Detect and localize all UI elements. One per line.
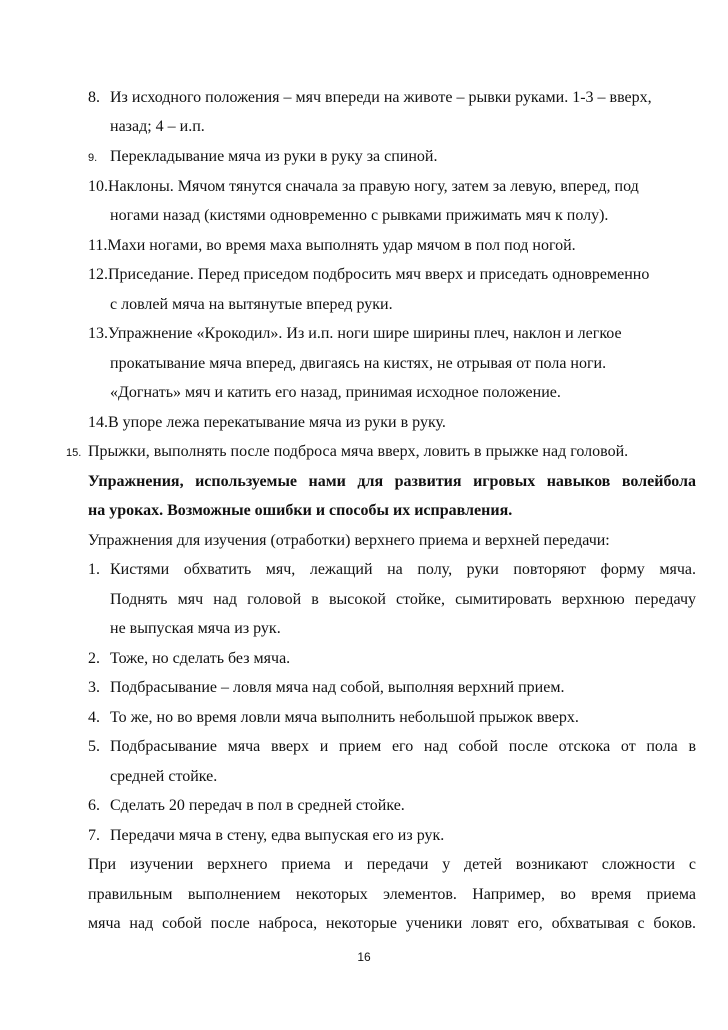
list-item-continuation: средней стойке.: [110, 768, 218, 785]
list-item: [88, 413, 446, 433]
list-item: [66, 442, 628, 463]
list-item-number: 9.: [88, 152, 98, 164]
list-item-number: 15.: [66, 447, 82, 459]
list-item-number: 11.: [88, 237, 108, 254]
list-item-text: Перекладывание мяча из руки в руку за спиной.: [110, 148, 438, 165]
list-item-continuation: ногами назад (кистями одновременно с рывками прижимать мяч к полу).: [110, 207, 609, 224]
paragraph-line: При изучении верхнего приема и передачи у детей возникают сложности с: [88, 856, 696, 873]
list-item-text: Тоже, но сделать без мяча.: [110, 650, 291, 667]
list-item-text: Передачи мяча в стену, едва выпуская его из рук.: [110, 827, 445, 844]
list-item-text: Подбрасывание мяча вверх и прием его над собой после отскока от пола в: [110, 738, 696, 755]
list-item-continuation: «Догнать» мяч и катить его назад, принимая исходное положение.: [110, 384, 561, 401]
list-item: [88, 88, 652, 108]
list-item-text: Упражнение «Крокодил». Из и.п. ноги шире ширины плеч, наклон и легкое: [108, 325, 622, 342]
list-item-continuation: не выпуская мяча из рук.: [110, 620, 281, 637]
list-item-number: 12.: [88, 266, 108, 283]
page-number: 16: [357, 950, 371, 964]
list-item-number: 6.: [88, 797, 100, 814]
list-item: [88, 265, 649, 285]
list-item-text: В упоре лежа перекатывание мяча из руки в руку.: [108, 414, 446, 431]
list-item-number: 10.: [88, 178, 108, 195]
list-item-continuation: прокатывание мяча вперед, двигаясь на кистях, не отрывая от пола ноги.: [110, 355, 607, 372]
list-item: [88, 649, 290, 669]
list-item: [88, 560, 696, 580]
list-item: [88, 708, 579, 728]
list-item-text: Приседание. Перед приседом подбросить мяч вверх и приседать одновременно: [108, 266, 650, 283]
list-item: [88, 826, 444, 846]
list-item: [88, 678, 564, 698]
list-item-number: 3.: [88, 679, 100, 696]
list-item-continuation: Поднять мяч над головой в высокой стойке, сымитировать верхнюю передачу: [110, 591, 696, 608]
list-item: [88, 796, 405, 816]
list-item-number: 4.: [88, 709, 100, 726]
list-item: [88, 737, 696, 757]
section-heading-line-1: Упражнения, используемые нами для развития игровых навыков волейбола: [88, 473, 696, 490]
list-item-number: 13.: [88, 325, 108, 342]
list-item: [88, 147, 437, 168]
list-item-text: Из исходного положения – мяч впереди на животе – рывки руками. 1-3 – вверх,: [110, 89, 652, 106]
list-item-text: Махи ногами, во время маха выполнять удар мячом в пол под ногой.: [107, 237, 576, 254]
list-item-text: Прыжки, выполнять после подброса мяча вверх, ловить в прыжке над головой.: [88, 443, 629, 460]
list-item-continuation: с ловлей мяча на вытянутые вперед руки.: [110, 296, 393, 313]
list-item-continuation: назад; 4 – и.п.: [110, 118, 205, 135]
list-item-number: 5.: [88, 738, 100, 755]
list-item-text: Сделать 20 передач в пол в средней стойке.: [110, 797, 405, 814]
list-item-text: Кистями обхватить мяч, лежащий на полу, руки повторяют форму мяча.: [110, 561, 696, 578]
list-item: [88, 324, 622, 344]
list-item-text: Наклоны. Мячом тянутся сначала за правую ногу, затем за левую, вперед, под: [108, 178, 639, 195]
list-item-number: 14.: [88, 414, 108, 431]
paragraph-line: правильным выполнением некоторых элементов. Например, во время приема: [88, 886, 696, 903]
list-item-number: 8.: [88, 89, 100, 106]
section-heading-line-2: на уроках. Возможные ошибки и способы их исправления.: [88, 502, 513, 519]
list-item-number: 1.: [88, 561, 100, 578]
list-item-number: 7.: [88, 827, 100, 844]
list-item-text: То же, но во время ловли мяча выполнить небольшой прыжок вверх.: [110, 709, 579, 726]
list-intro: Упражнения для изучения (отработки) верхнего приема и верхней передачи:: [88, 532, 610, 549]
list-item: [88, 236, 576, 256]
list-item: [88, 177, 639, 197]
list-item-text: Подбрасывание – ловля мяча над собой, выполняя верхний прием.: [110, 679, 565, 696]
list-item-number: 2.: [88, 650, 100, 667]
paragraph-line: мяча над собой после наброса, некоторые ученики ловят его, обхватывая с боков.: [88, 915, 696, 932]
